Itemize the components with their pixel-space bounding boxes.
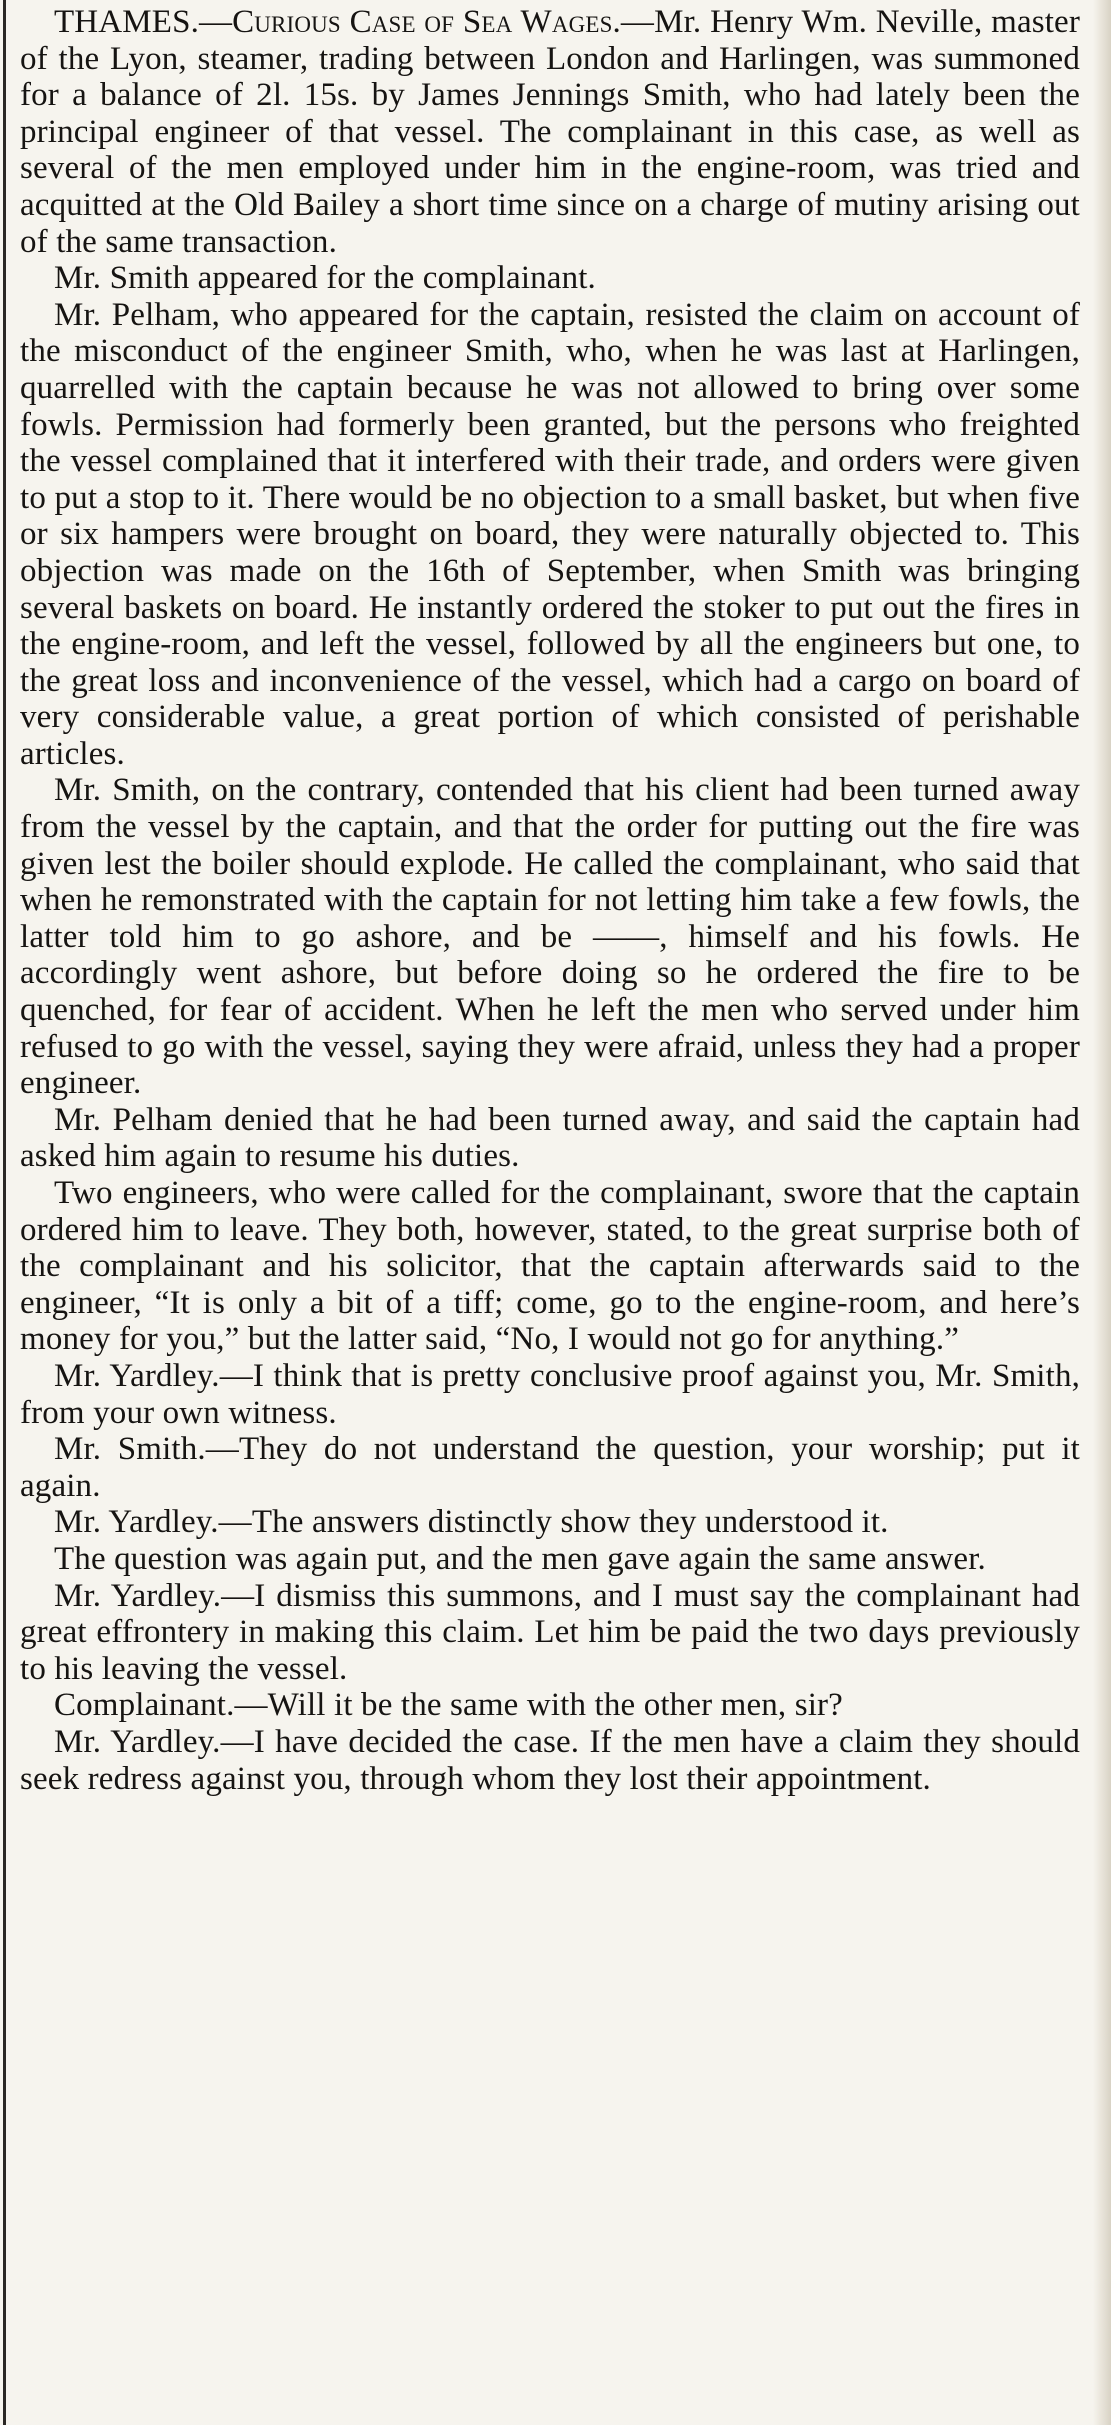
article-paragraph-13: Mr. Yardley.—I have decided the case. If the men have a claim they should seek redress against you, through whom they lost their appointment. — [20, 1723, 1080, 1797]
article-paragraph-2: Mr. Smith appeared for the complainant. — [54, 260, 596, 297]
article-paragraph-3: Mr. Pelham, who appeared for the captain, resisted the claim on account of the misconduct of the engineer Smith, who, when he was last at Harlingen, quarrelled with the captain because he was not allowed to bring over some fowls. Permission had formerly been granted, but the persons who freighted the vessel complained that it interfered with their trade, and orders were given to put a stop to it. There would be no objection to a small basket, but when five or six hampers were brought on board, they were naturally objected to. This objection was made on the 16th of September, when Smith was bringing several baskets on board. He instantly ordered the stoker to put out the fires in the engine-room, and left the vessel, followed by all the engineers but one, to the great loss and inconvenience of the vessel, which had a cargo on board of very considerable value, a great portion of which consisted of perishable articles. — [20, 296, 1080, 772]
article-paragraph-12: Complainant.—Will it be the same with the other men, sir? — [54, 1687, 843, 1724]
article-headline: THAMES.—Curious Case of Sea Wages. — [54, 4, 621, 40]
article-paragraph-6: Two engineers, who were called for the complainant, swore that the captain ordered him to leave. They both, however, stated, to the great surprise both of the complainant and his solicitor, that the captain afterwards said to the engineer, “It is only a bit of a tiff; come, go to the engine-room, and here’s money for you,” but the latter said, “No, I would not go for anything.” — [20, 1175, 1080, 1358]
article-paragraph-7: Mr. Yardley.—I think that is pretty conclusive proof against you, Mr. Smith, from your own witness. — [20, 1357, 1080, 1431]
article-paragraph-11: Mr. Yardley.—I dismiss this summons, and I must say the complainant had great effrontery in making this claim. Let him be paid the two days previously to his leaving the vessel. — [20, 1577, 1080, 1687]
article-paragraph-9: Mr. Yardley.—The answers distinctly show they understood it. — [54, 1504, 889, 1541]
column-rule-left — [3, 0, 6, 2425]
article-column — [20, 4, 1080, 1797]
article-paragraph-10: The question was again put, and the men gave again the same answer. — [54, 1540, 986, 1577]
article-paragraph-1-text: Mr. Henry Wm. Neville, master of the Lyon, steamer, trading between London and Harlingen, was summoned for a balance of 2l. 15s. by James Jennings Smith, who had lately been the principal engineer of that vessel. The complainant in this case, as well as several of the men employed under him in the engine-room, was tried and acquitted at the Old Bailey a short time since on a charge of mutiny arising out of the same transaction. — [20, 4, 1080, 260]
adjacent-column-edge — [1093, 0, 1111, 2425]
article-paragraph-4: Mr. Smith, on the contrary, contended that his client had been turned away from the vessel by the captain, and that the order for putting out the fire was given lest the boiler should explode. He called the complainant, who said that when he remonstrated with the captain for not letting him take a few fowls, the latter told him to go ashore, and be ——, himself and his fowls. He accordingly went ashore, but before doing so he ordered the fire to be quenched, for fear of accident. When he left the men who served under him refused to go with the vessel, saying they were afraid, unless they had a proper engineer. — [20, 772, 1080, 1102]
article-paragraph-1: THAMES.—Curious Case of Sea Wages.—Mr. Henry Wm. Neville, master of the Lyon, steamer, trading between London and Harlingen, was summoned for a balance of 2l. 15s. by James Jennings Smith, who had lately been the principal engineer of that vessel. The complainant in this case, as well as several of the men employed under him in the engine-room, was tried and acquitted at the Old Bailey a short time since on a charge of mutiny arising out of the same transaction. — [20, 4, 1080, 260]
article-paragraph-5: Mr. Pelham denied that he had been turned away, and said the captain had asked him again to resume his duties. — [20, 1101, 1080, 1175]
article-paragraph-8: Mr. Smith.—They do not understand the question, your worship; put it again. — [20, 1431, 1080, 1504]
